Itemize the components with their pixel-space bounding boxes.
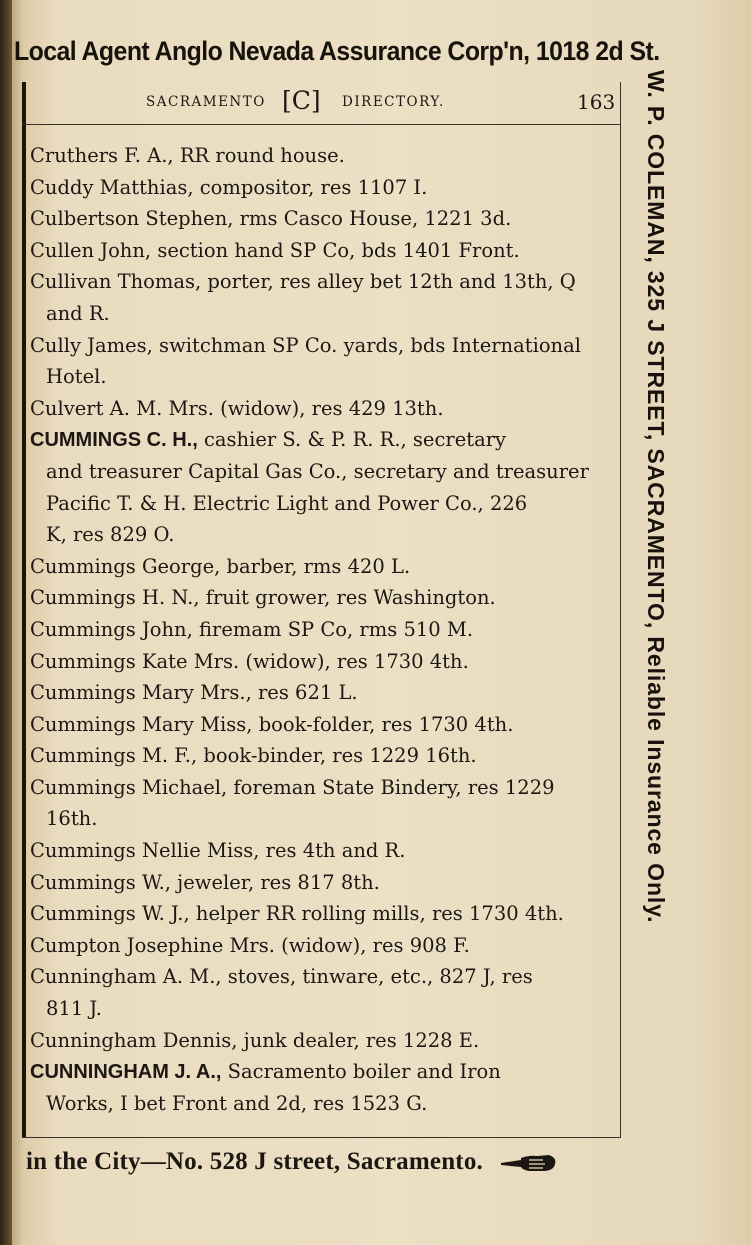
entry-name: Cummings Kate Mrs. bbox=[30, 649, 240, 673]
entry-continuation-line: Hotel. bbox=[46, 365, 107, 389]
book-spine-edge bbox=[0, 0, 12, 1245]
directory-entry bbox=[30, 740, 615, 772]
side-advertisement: W. P. COLEMAN, 325 J STREET, SACRAMENTO, Reliable Insurance Only. bbox=[643, 70, 669, 924]
directory-entry bbox=[30, 646, 615, 678]
directory-entry bbox=[30, 1056, 615, 1119]
entry-first-line: Cummings H. N., fruit grower, res Washington. bbox=[30, 586, 496, 610]
page-number: 163 bbox=[577, 90, 616, 114]
entry-name: CUNNINGHAM J. A., bbox=[30, 1061, 222, 1084]
entry-first-line: CUNNINGHAM J. A., Sacramento boiler and Iron bbox=[30, 1060, 501, 1084]
entry-first-line: Cullen John, section hand SP Co, bds 1401 Front. bbox=[30, 238, 520, 262]
entry-name: Cummings John, bbox=[30, 617, 193, 641]
entry-continuation-line: Works, I bet Front and 2d, res 1523 G. bbox=[46, 1091, 428, 1115]
directory-entries bbox=[30, 140, 615, 1119]
directory-entry bbox=[30, 835, 615, 867]
frame-left-rule bbox=[22, 82, 26, 1137]
running-header bbox=[22, 88, 620, 125]
bottom-advertisement bbox=[26, 1148, 636, 1176]
directory-entry bbox=[30, 203, 615, 235]
entry-name: Culbertson Stephen, bbox=[30, 207, 234, 231]
directory-entry bbox=[30, 709, 615, 741]
entry-first-line: Cuddy Matthias, compositor, res 1107 I. bbox=[30, 175, 428, 199]
entry-first-line: Cummings Nellie Miss, res 4th and R. bbox=[30, 839, 406, 863]
entry-name: Cully James, bbox=[30, 333, 153, 357]
entry-continuation-line: K, res 829 O. bbox=[46, 523, 175, 547]
entry-first-line: Cruthers F. A., RR round house. bbox=[30, 144, 345, 167]
directory-entry bbox=[30, 867, 615, 899]
entry-continuation-line: 811 J. bbox=[46, 997, 102, 1021]
directory-entry bbox=[30, 898, 615, 930]
entry-name: Cuddy Matthias, bbox=[30, 175, 194, 199]
entry-first-line: Cummings Kate Mrs. (widow), res 1730 4th. bbox=[30, 649, 469, 673]
entry-first-line: Cummings George, barber, rms 420 L. bbox=[30, 554, 411, 578]
entry-name: Cummings Nellie Miss, bbox=[30, 839, 260, 863]
pointing-hand-icon bbox=[499, 1152, 559, 1174]
directory-entry bbox=[30, 140, 615, 172]
entry-name: CUMMINGS C. H., bbox=[30, 429, 198, 452]
entry-name: Cummings Michael, bbox=[30, 775, 228, 799]
entry-continuation-line: and R. bbox=[46, 301, 110, 325]
entry-first-line: Cunningham Dennis, junk dealer, res 1228 E. bbox=[30, 1028, 480, 1052]
entry-first-line: Cullivan Thomas, porter, res alley bet 12th and 13th, Q bbox=[30, 270, 576, 294]
entry-first-line: CUMMINGS C. H., cashier S. & P. R. R., secretary bbox=[30, 428, 507, 452]
directory-entry bbox=[30, 772, 615, 835]
directory-entry bbox=[30, 677, 615, 709]
directory-entry bbox=[30, 424, 615, 550]
entry-name: Cummings H. N., bbox=[30, 586, 200, 610]
entry-first-line: Culvert A. M. Mrs. (widow), res 429 13th. bbox=[30, 396, 444, 420]
entry-first-line: Culbertson Stephen, rms Casco House, 1221 3d. bbox=[30, 207, 512, 231]
entry-name: Cummings W. J., bbox=[30, 902, 190, 926]
directory-entry bbox=[30, 266, 615, 329]
directory-entry bbox=[30, 961, 615, 1024]
entry-continuation-line: 16th. bbox=[46, 807, 98, 831]
entry-first-line: Cummings Mary Miss, book-folder, res 1730 4th. bbox=[30, 712, 514, 736]
entry-name: Cummings George, bbox=[30, 554, 221, 578]
directory-entry bbox=[30, 235, 615, 267]
entry-continuation-line: Pacific T. & H. Electric Light and Power Co., 226 bbox=[46, 491, 528, 515]
entry-name: Cunningham Dennis, bbox=[30, 1028, 238, 1052]
directory-entry bbox=[30, 330, 615, 393]
entry-name: Cummings M. F., bbox=[30, 744, 198, 768]
directory-entry bbox=[30, 393, 615, 425]
entry-first-line: Cummings Michael, foreman State Bindery, res 1229 bbox=[30, 775, 555, 799]
entry-first-line: Cully James, switchman SP Co. yards, bds International bbox=[30, 333, 581, 357]
entry-name: Cunningham A. M., bbox=[30, 965, 222, 989]
header-letter: [C] bbox=[282, 86, 321, 115]
entry-name: Cummings Mary Mrs., bbox=[30, 681, 252, 705]
directory-entry bbox=[30, 614, 615, 646]
header-title: DIRECTORY. bbox=[342, 94, 445, 110]
entry-first-line: Cummings W., jeweler, res 817 8th. bbox=[30, 870, 380, 894]
entry-first-line: Cunningham A. M., stoves, tinware, etc., 827 J, res bbox=[30, 965, 533, 989]
bottom-ad-text: in the City—No. 528 J street, Sacramento. bbox=[26, 1148, 483, 1175]
directory-entry bbox=[30, 1025, 615, 1057]
entry-continuation-line: and treasurer Capital Gas Co., secretary and treasurer bbox=[46, 459, 589, 483]
entry-first-line: Cummings John, firemam SP Co, rms 510 M. bbox=[30, 617, 474, 641]
entry-first-line: Cummings Mary Mrs., res 621 L. bbox=[30, 681, 358, 705]
directory-entry bbox=[30, 930, 615, 962]
entry-name: Cummings Mary Miss, bbox=[30, 712, 253, 736]
header-city: SACRAMENTO bbox=[146, 94, 266, 110]
entry-name: Cumpton Josephine Mrs. bbox=[30, 933, 275, 957]
directory-entry bbox=[30, 551, 615, 583]
entry-name: Cullivan Thomas, bbox=[30, 270, 202, 294]
entry-first-line: Cummings W. J., helper RR rolling mills, res 1730 4th. bbox=[30, 902, 564, 926]
directory-entry bbox=[30, 582, 615, 614]
entry-first-line: Cumpton Josephine Mrs. (widow), res 908 F. bbox=[30, 933, 470, 957]
entry-name: Cullen John, bbox=[30, 238, 152, 262]
entry-name: Culvert A. M. Mrs. bbox=[30, 396, 214, 420]
entry-name: Cruthers F. A., bbox=[30, 144, 174, 167]
entry-first-line: Cummings M. F., book-binder, res 1229 16th. bbox=[30, 744, 477, 768]
directory-entry bbox=[30, 172, 615, 204]
top-advertisement: Local Agent Anglo Nevada Assurance Corp'n, 1018 2d St. bbox=[14, 36, 660, 66]
entry-name: Cummings W., bbox=[30, 870, 171, 894]
